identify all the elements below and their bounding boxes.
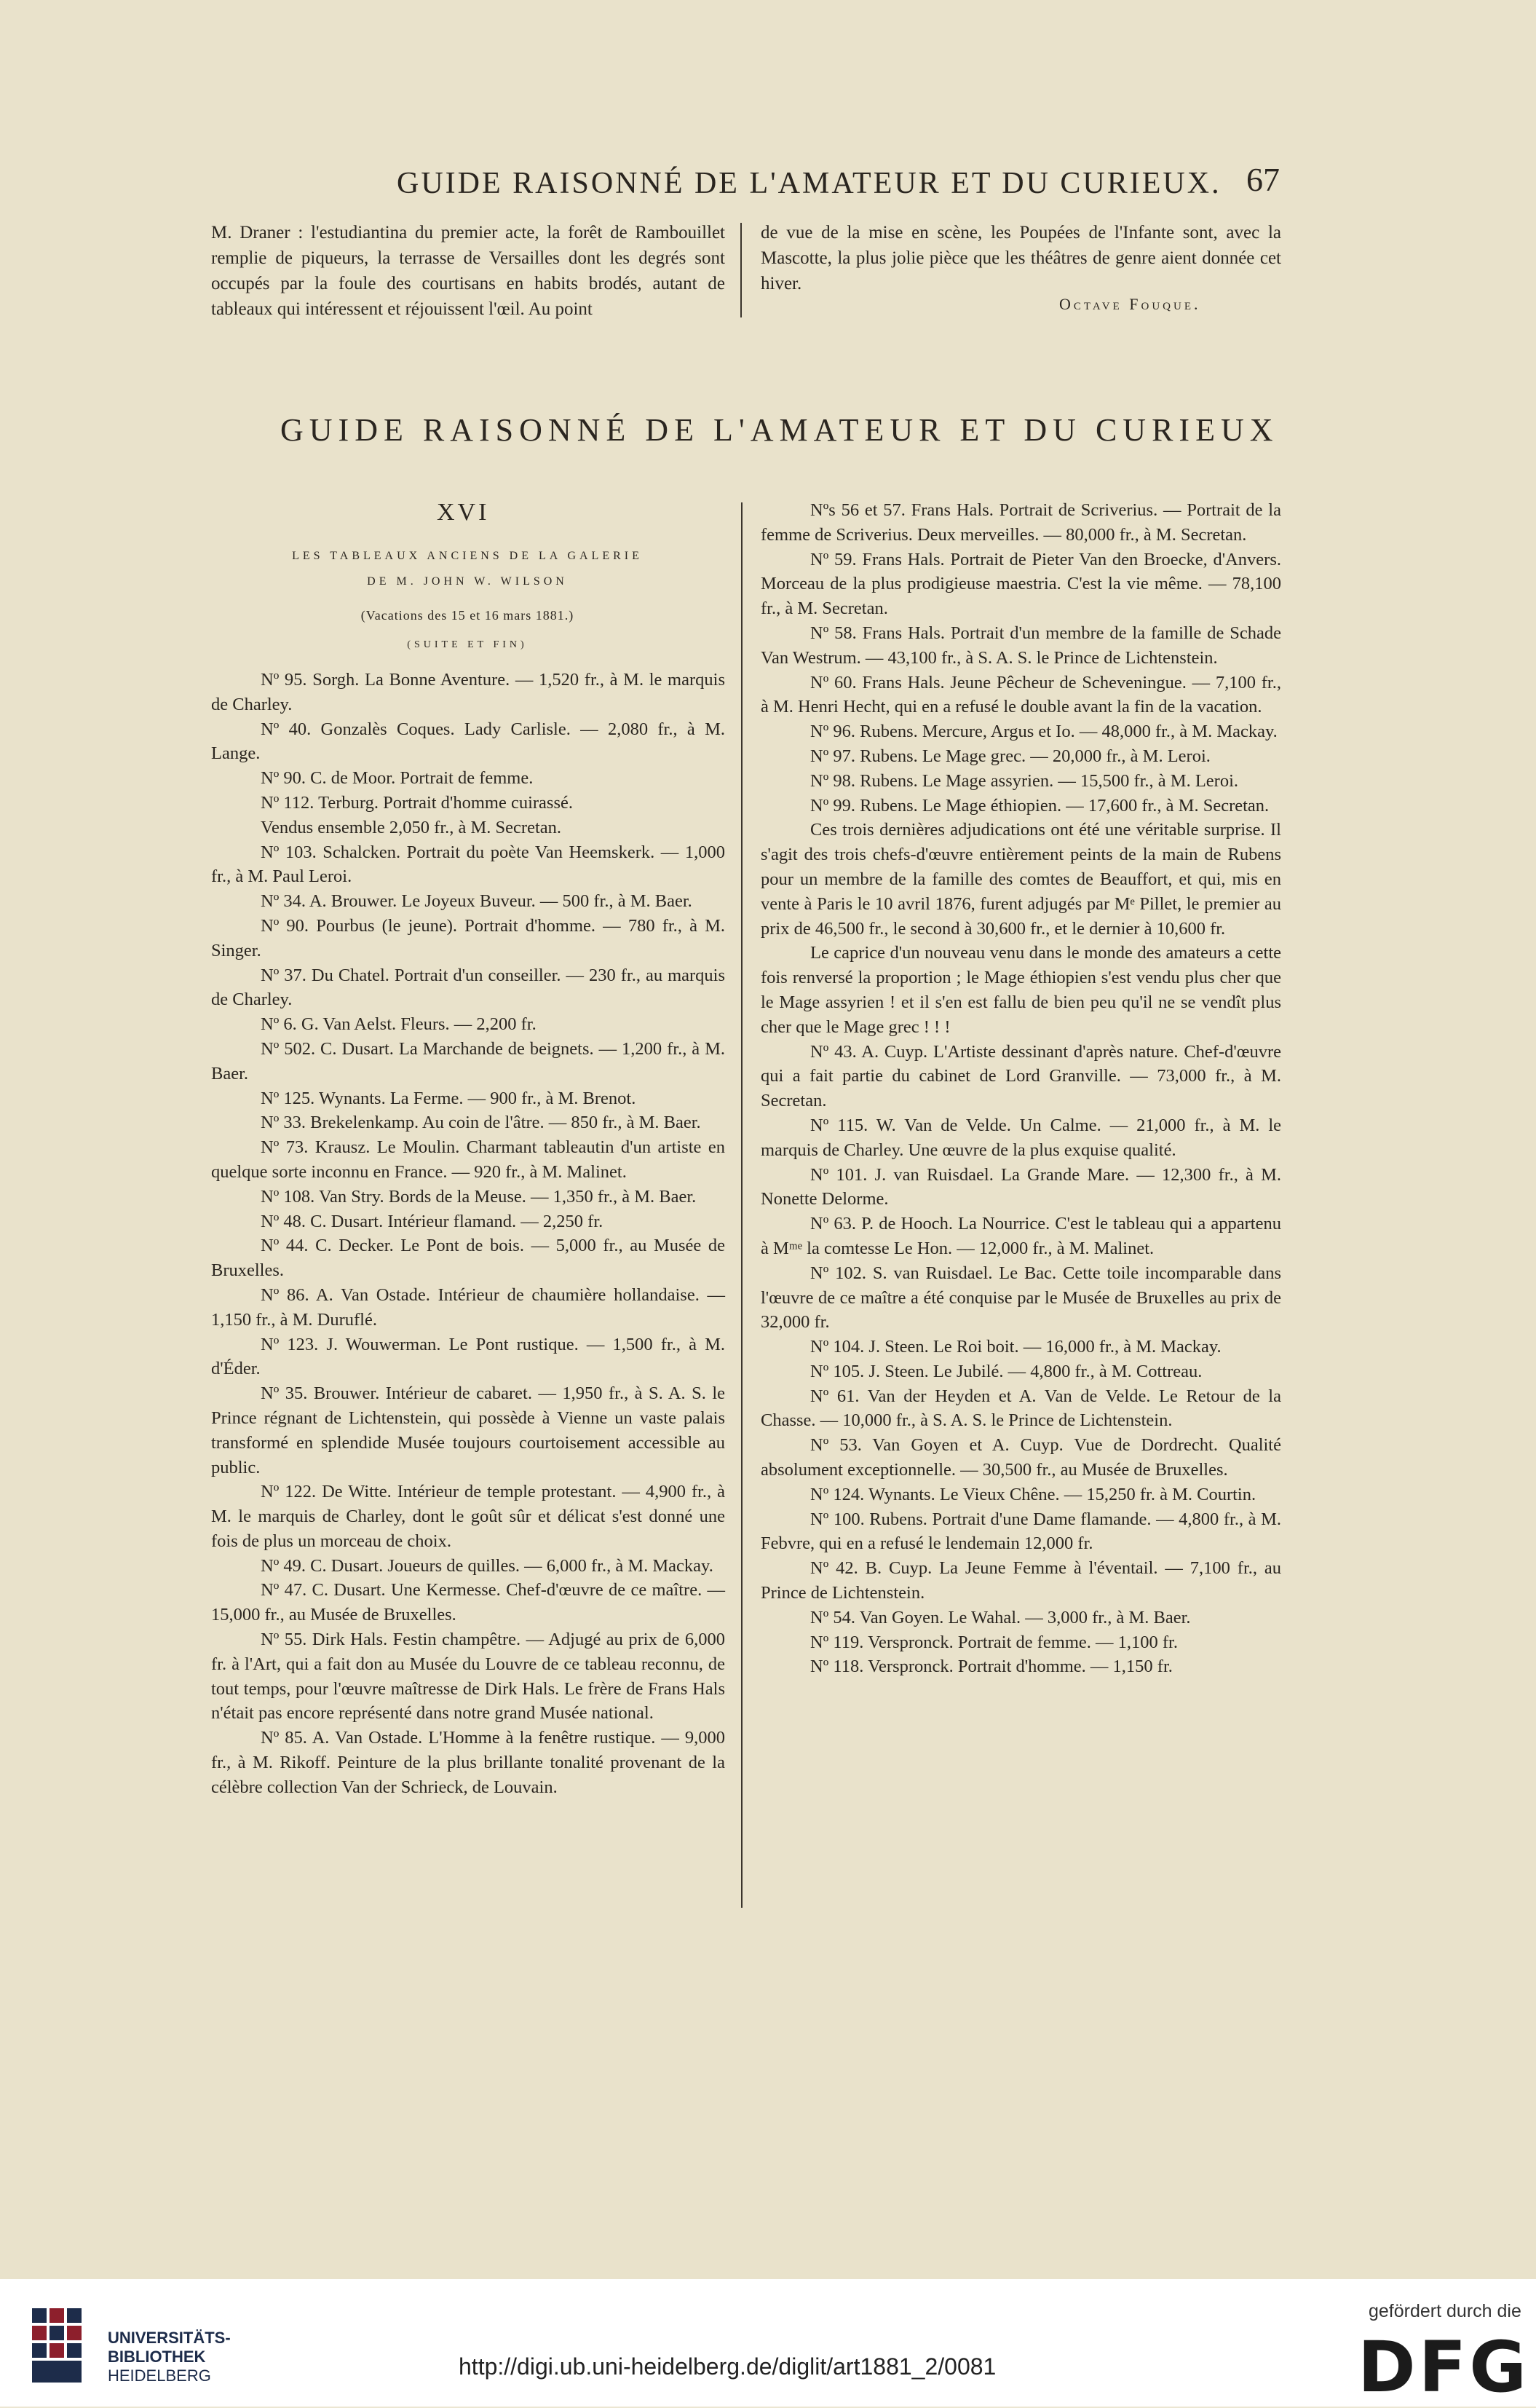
article-title: GUIDE RAISONNÉ DE L'AMATEUR ET DU CURIEUX bbox=[280, 412, 1279, 448]
left-column-entry: Nº 502. C. Dusart. La Marchande de beignets. — 1,200 fr., à M. Baer. bbox=[211, 1038, 725, 1083]
top-column-rule bbox=[740, 223, 742, 317]
right-column-entry: Nº 96. Rubens. Mercure, Argus et Io. — 48,000 fr., à M. Mackay. bbox=[810, 722, 1278, 742]
right-column-entry: Nº 124. Wynants. Le Vieux Chêne. — 15,250 fr. à M. Courtin. bbox=[810, 1484, 1256, 1504]
section-subtitle-1: LES TABLEAUX ANCIENS DE LA GALERIE bbox=[292, 550, 643, 562]
left-column-entry: Nº 40. Gonzalès Coques. Lady Carlisle. — 2,080 fr., à M. Lange. bbox=[211, 719, 725, 764]
permalink-url[interactable]: http://digi.ub.uni-heidelberg.de/diglit/art1881_2/0081 bbox=[459, 2353, 997, 2380]
right-column-entry: Nº 59. Frans Hals. Portrait de Pieter Van den Broecke, d'Anvers. Morceau de la plus prodigieuse maestria. C'est la vie même. — 78,100 fr., à M. Secretan. bbox=[761, 549, 1281, 619]
left-column-entry: Nº 90. Pourbus (le jeune). Portrait d'homme. — 780 fr., à M. Singer. bbox=[211, 915, 725, 960]
left-column-entry: Nº 48. C. Dusart. Intérieur flamand. — 2,250 fr. bbox=[261, 1211, 603, 1231]
dfg-logo: DFG bbox=[1358, 2326, 1530, 2408]
running-title: GUIDE RAISONNÉ DE L'AMATEUR ET DU CURIEUX. bbox=[397, 167, 1222, 200]
left-column-entry: Nº 44. C. Decker. Le Pont de bois. — 5,000 fr., au Musée de Bruxelles. bbox=[211, 1236, 725, 1281]
left-column-entry: Nº 123. J. Wouwerman. Le Pont rustique. — 1,500 fr., à M. d'Éder. bbox=[211, 1334, 725, 1379]
right-column-entry: Nº 53. Van Goyen et A. Cuyp. Vue de Dordrecht. Qualité absolument exceptionnelle. — 30,500 fr., au Musée de Bruxelles. bbox=[761, 1435, 1281, 1480]
right-column-entry: Nº 98. Rubens. Le Mage assyrien. — 15,500 fr., à M. Leroi. bbox=[810, 770, 1238, 791]
right-column-entry: Nº 97. Rubens. Le Mage grec. — 20,000 fr., à M. Leroi. bbox=[810, 746, 1211, 766]
library-line-3: HEIDELBERG bbox=[108, 2366, 211, 2385]
funding-note: gefördert durch die bbox=[1369, 2301, 1521, 2321]
column-rule bbox=[741, 502, 743, 1908]
right-column-entry: Nº 100. Rubens. Portrait d'une Dame flamande. — 4,800 fr., à M. Febvre, qui en a refusé le lendemain 12,000 fr. bbox=[761, 1509, 1281, 1554]
left-column-entry: Nº 37. Du Chatel. Portrait d'un conseiller. — 230 fr., au marquis de Charley. bbox=[211, 965, 725, 1010]
left-column-entry: Nº 47. C. Dusart. Une Kermesse. Chef-d'œuvre de ce maître. — 15,000 fr., au Musée de Bruxelles. bbox=[211, 1580, 725, 1625]
top-left-text: M. Draner : l'estudiantina du premier acte, la forêt de Rambouillet remplie de piqueurs, la terrasse de Versailles dont les degrés sont occupés par la foule des courtisans en habits brodés, autant de tableaux qui intéressent et réjouissent l'œil. Au point bbox=[211, 223, 725, 319]
section-subtitle-2: DE M. JOHN W. WILSON bbox=[367, 575, 568, 588]
top-left-paragraph bbox=[211, 220, 725, 322]
left-column-entry: Nº 6. G. Van Aelst. Fleurs. — 2,200 fr. bbox=[261, 1014, 537, 1035]
right-column-entry: Nº 60. Frans Hals. Jeune Pêcheur de Scheveningue. — 7,100 fr., à M. Henri Hecht, qui en a refusé le double avant la fin de la vacation. bbox=[761, 672, 1281, 717]
auction-dates: (Vacations des 15 et 16 mars 1881.) bbox=[360, 608, 574, 623]
right-column-entry: Nº 105. J. Steen. Le Jubilé. — 4,800 fr., à M. Cottreau. bbox=[810, 1361, 1203, 1381]
left-column-entry: Vendus ensemble 2,050 fr., à M. Secretan. bbox=[261, 817, 561, 837]
right-column-entry: Nº 54. Van Goyen. Le Wahal. — 3,000 fr., à M. Baer. bbox=[810, 1607, 1191, 1627]
left-column-entry: Nº 86. A. Van Ostade. Intérieur de chaumière hollandaise. — 1,150 fr., à M. Duruflé. bbox=[211, 1284, 725, 1330]
university-library-logo bbox=[28, 2302, 87, 2388]
left-column bbox=[211, 668, 725, 1800]
left-column-entry: Nº 112. Terburg. Portrait d'homme cuirassé. bbox=[261, 792, 573, 813]
left-column-entry: Nº 122. De Witte. Intérieur de temple protestant. — 4,900 fr., à M. le marquis de Charley, dont le goût sûr et délicat s'est donné une fois de plus un morceau de choix. bbox=[211, 1482, 725, 1551]
page-number: 67 bbox=[1246, 161, 1280, 198]
top-right-paragraph bbox=[761, 220, 1281, 296]
right-column-entry: Le caprice d'un nouveau venu dans le monde des amateurs a cette fois renversé la proportion ; le Mage éthiopien s'est vendu plus cher que le Mage assyrien ! et il s'en est fallu de bien peu qu'il ne se vendît plus cher que le Mage grec ! ! ! bbox=[761, 943, 1281, 1037]
left-column-entry: Nº 108. Van Stry. Bords de la Meuse. — 1,350 fr., à M. Baer. bbox=[261, 1186, 697, 1207]
left-column-entry: Nº 73. Krausz. Le Moulin. Charmant tableautin d'un artiste en quelque sorte inconnu en France. — 920 fr., à M. Malinet. bbox=[211, 1137, 725, 1182]
top-right-text: de vue de la mise en scène, les Poupées de l'Infante sont, avec la Mascotte, la plus jolie pièce que les théâtres de genre aient donnée cet hiver. bbox=[761, 223, 1281, 293]
right-column-entry: Nº 99. Rubens. Le Mage éthiopien. — 17,600 fr., à M. Secretan. bbox=[810, 795, 1270, 816]
right-column bbox=[761, 498, 1281, 1679]
right-column-entry: Nº 115. W. Van de Velde. Un Calme. — 21,000 fr., à M. le marquis de Charley. Une œuvre de la plus exquise qualité. bbox=[761, 1115, 1281, 1160]
right-column-entry: Nº 63. P. de Hooch. La Nourrice. C'est le tableau qui a appartenu à Mᵐᵉ la comtesse Le Hon. — 12,000 fr., à M. Malinet. bbox=[761, 1214, 1281, 1258]
right-column-entry: Nº 102. S. van Ruisdael. Le Bac. Cette toile incomparable dans l'œuvre de ce maître a été conquise par le Musée de Bruxelles au prix de 32,000 fr. bbox=[761, 1263, 1281, 1333]
right-column-entry: Nº 104. J. Steen. Le Roi boit. — 16,000 fr., à M. Mackay. bbox=[810, 1337, 1222, 1357]
author-signature: Octave Fouque. bbox=[1059, 295, 1201, 313]
library-line-2: BIBLIOTHEK bbox=[108, 2348, 206, 2366]
left-column-entry: Nº 55. Dirk Hals. Festin champêtre. — Adjugé au prix de 6,000 fr. à l'Art, qui a fait don au Musée du Louvre de ce tableau reconnu, de tout temps, pour l'œuvre maîtresse de Dirk Hals. Le frère de Frans Hals n'était pas encore représenté dans notre grand Musée national. bbox=[211, 1630, 725, 1724]
left-column-entry: Nº 85. A. Van Ostade. L'Homme à la fenêtre rustique. — 9,000 fr., à M. Rikoff. Peinture de la plus brillante tonalité provenant de la célèbre collection Van der Schrieck, de Louvain. bbox=[211, 1728, 725, 1797]
right-column-entry: Nº 61. Van der Heyden et A. Van de Velde. Le Retour de la Chasse. — 10,000 fr., à S. A. S. le Prince de Lichtenstein. bbox=[761, 1386, 1281, 1431]
left-column-entry: Nº 49. C. Dusart. Joueurs de quilles. — 6,000 fr., à M. Mackay. bbox=[261, 1555, 713, 1576]
library-name bbox=[108, 2329, 231, 2385]
section-number: XVI bbox=[437, 499, 490, 526]
right-column-entry: Nº 42. B. Cuyp. La Jeune Femme à l'éventail. — 7,100 fr., au Prince de Lichtenstein. bbox=[761, 1558, 1281, 1603]
left-column-entry: Nº 90. C. de Moor. Portrait de femme. bbox=[261, 768, 534, 789]
left-column-entry: Nº 103. Schalcken. Portrait du poète Van Heemskerk. — 1,000 fr., à M. Paul Leroi. bbox=[211, 842, 725, 887]
right-column-entry: Nº 43. A. Cuyp. L'Artiste dessinant d'après nature. Chef-d'œuvre qui a fait partie du cabinet de Lord Granville. — 73,000 fr., à M. Secretan. bbox=[761, 1041, 1281, 1111]
left-column-entry: Nº 95. Sorgh. La Bonne Aventure. — 1,520 fr., à M. le marquis de Charley. bbox=[211, 670, 725, 714]
right-column-entry: Nº 118. Verspronck. Portrait d'homme. — 1,150 fr. bbox=[810, 1657, 1173, 1677]
right-column-entry: Nºs 56 et 57. Frans Hals. Portrait de Scriverius. — Portrait de la femme de Scriverius. Deux merveilles. — 80,000 fr., à M. Secretan. bbox=[761, 500, 1281, 545]
left-column-entry: Nº 34. A. Brouwer. Le Joyeux Buveur. — 500 fr., à M. Baer. bbox=[261, 891, 692, 912]
left-column-entry: Nº 125. Wynants. La Ferme. — 900 fr., à M. Brenot. bbox=[261, 1088, 636, 1108]
right-column-entry: Nº 101. J. van Ruisdael. La Grande Mare. — 12,300 fr., à M. Nonette Delorme. bbox=[761, 1164, 1281, 1209]
right-column-entry: Nº 58. Frans Hals. Portrait d'un membre de la famille de Schade Van Westrum. — 43,100 fr., à S. A. S. le Prince de Lichtenstein. bbox=[761, 623, 1281, 668]
left-column-entry: Nº 35. Brouwer. Intérieur de cabaret. — 1,950 fr., à S. A. S. le Prince régnant de Lichtenstein, qui possède à Vienne un vaste palais transformé en splendide Musée toujours courtoisement accessible au public. bbox=[211, 1383, 725, 1477]
library-line-1: UNIVERSITÄTS- bbox=[108, 2329, 231, 2347]
continuation-note: (SUITE ET FIN) bbox=[407, 639, 528, 650]
right-column-entry: Nº 119. Verspronck. Portrait de femme. — 1,100 fr. bbox=[810, 1632, 1178, 1652]
left-column-entry: Nº 33. Brekelenkamp. Au coin de l'âtre. — 850 fr., à M. Baer. bbox=[261, 1113, 701, 1133]
right-column-entry: Ces trois dernières adjudications ont été une véritable surprise. Il s'agit des trois chefs-d'œuvre entièrement peints de la main de Rubens pour un membre de la famille des comtes de Beauffort, et qui, mis en vente à Paris le 10 avril 1876, furent adjugés par Mᵉ Pillet, le premier au prix de 46,500 fr., le second à 30,600 fr., et le dernier à 10,600 fr. bbox=[761, 820, 1281, 939]
